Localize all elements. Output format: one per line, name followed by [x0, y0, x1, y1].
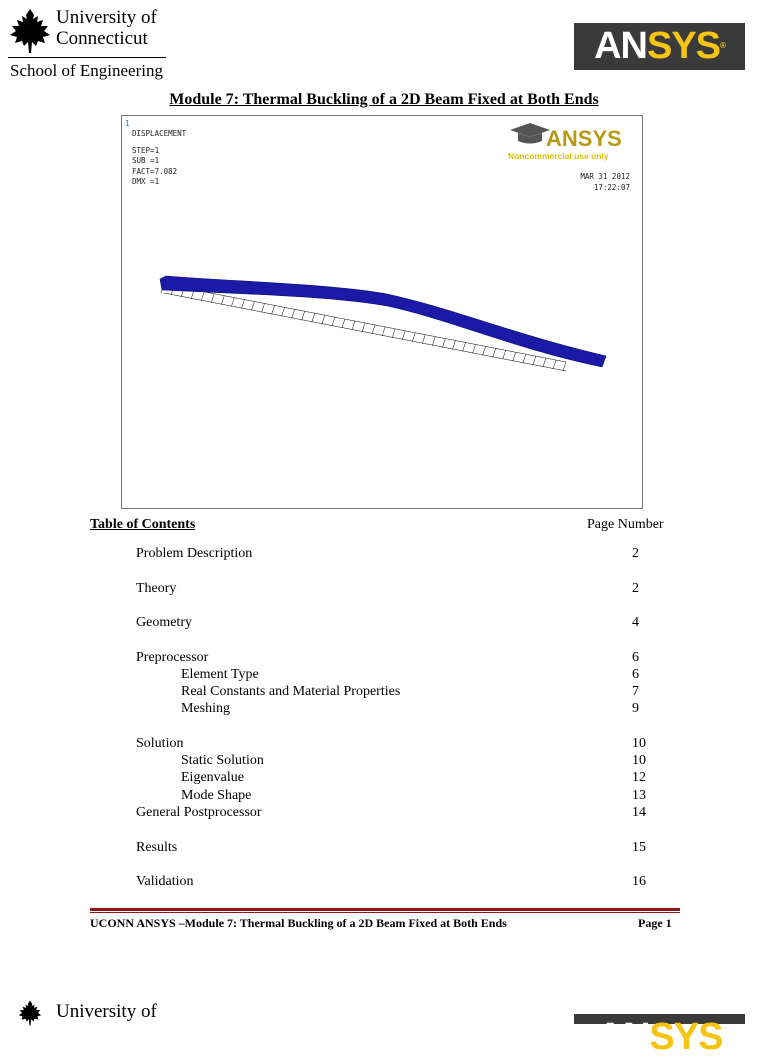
toc-row	[0, 787, 768, 804]
oak-leaf-icon	[8, 8, 52, 54]
ansys-wordmark	[574, 24, 745, 68]
ansys-plot-logo	[508, 123, 622, 161]
toc-entry-page: 2	[632, 546, 639, 561]
toc-entry-label: Problem Description	[136, 546, 253, 561]
registered-mark: ®	[720, 41, 725, 50]
toc-row	[0, 769, 768, 786]
toc-entry-label: Mode Shape	[181, 788, 252, 803]
toc-entry-page: 6	[632, 650, 639, 665]
toc-entry-label: Eigenvalue	[181, 770, 244, 785]
next-page-wordmark-sys: SYS	[649, 1016, 723, 1058]
toc-entry-label: Validation	[136, 874, 194, 889]
toc-entry-page: 16	[632, 874, 646, 889]
toc-entry-page: 4	[632, 615, 639, 630]
toc-entry-page: 9	[632, 701, 639, 716]
toc-row	[0, 873, 768, 890]
deformed-beam	[160, 276, 606, 367]
footer-page-number: Page 1	[638, 916, 672, 930]
toc-row	[0, 666, 768, 683]
toc-entry-label: Results	[136, 840, 178, 855]
next-page-uconn-logo	[8, 998, 178, 1024]
next-page-wordmark-an: AN	[596, 1016, 650, 1058]
toc-entry-label: Solution	[136, 736, 184, 751]
toc-entry-label: Geometry	[136, 615, 192, 630]
toc-entry-page: 7	[632, 684, 639, 699]
plot-date: MAR 31 2012	[580, 172, 630, 181]
oak-leaf-icon	[8, 1000, 52, 1026]
footer-rule-thin	[90, 912, 680, 913]
toc-page-number-header: Page Number	[587, 517, 664, 532]
figure-info-line: DMX =1	[132, 177, 160, 186]
toc-entry-label: General Postprocessor	[136, 805, 262, 820]
figure-info-line: SUB =1	[132, 156, 160, 165]
page-title: Module 7: Thermal Buckling of a 2D Beam Fixed at Both Ends	[169, 91, 599, 108]
school-name: School of Engineering	[10, 61, 163, 80]
toc-entry-page: 13	[632, 788, 646, 803]
footer-title: UCONN ANSYS –Module 7: Thermal Buckling of a 2D Beam Fixed at Both Ends	[90, 916, 507, 930]
university-line1: University of	[56, 7, 157, 28]
ansys-wordmark-sys: SYS	[646, 25, 721, 67]
toc-entry-label: Static Solution	[181, 753, 264, 768]
figure-info-line: STEP=1	[132, 146, 160, 155]
figure-info-line: FACT=7.082	[132, 167, 178, 176]
toc-row	[0, 752, 768, 769]
logo-divider	[8, 57, 166, 58]
footer-rule	[90, 908, 680, 911]
toc-row	[0, 735, 768, 752]
toc-row	[0, 839, 768, 856]
toc-entry-page: 2	[632, 581, 639, 596]
toc-row	[0, 804, 768, 821]
toc-row	[0, 700, 768, 717]
toc-row	[0, 545, 768, 562]
next-page-university-line1: University of	[56, 1001, 157, 1022]
next-page-ansys-wordmark	[574, 1015, 745, 1059]
noncommercial-label: Noncommercial use only	[508, 151, 609, 161]
toc-entry-page: 12	[632, 770, 646, 785]
toc-entry-label: Real Constants and Material Properties	[181, 684, 401, 699]
toc-row	[0, 649, 768, 666]
toc-entry-label: Meshing	[181, 701, 230, 716]
displacement-plot	[122, 116, 642, 508]
toc-row	[0, 683, 768, 700]
toc-row	[0, 580, 768, 597]
toc-entry-page: 10	[632, 753, 646, 768]
next-page-ansys-logo	[574, 1014, 745, 1058]
toc-entry-page: 10	[632, 736, 646, 751]
toc-entry-label: Element Type	[181, 667, 259, 682]
toc-entry-page: 6	[632, 667, 639, 682]
toc-entry-page: 15	[632, 840, 646, 855]
figure-corner-number: 1	[125, 119, 130, 128]
toc-row	[0, 614, 768, 631]
toc-entry-label: Theory	[136, 581, 177, 596]
displacement-figure	[121, 115, 643, 509]
ansys-logo	[574, 23, 745, 70]
plot-logo-text: ANSYS	[546, 126, 622, 151]
figure-info-line: DISPLACEMENT	[132, 129, 187, 138]
plot-time: 17:22:07	[593, 183, 630, 192]
figure-info-block	[132, 129, 187, 186]
university-line2: Connecticut	[56, 28, 148, 49]
toc-entry-label: Preprocessor	[136, 650, 209, 665]
uconn-logo	[8, 6, 178, 78]
graduation-cap-icon	[510, 123, 550, 137]
toc-heading: Table of Contents	[90, 517, 196, 532]
ansys-wordmark-an: AN	[594, 25, 647, 67]
toc-entry-page: 14	[632, 805, 646, 820]
